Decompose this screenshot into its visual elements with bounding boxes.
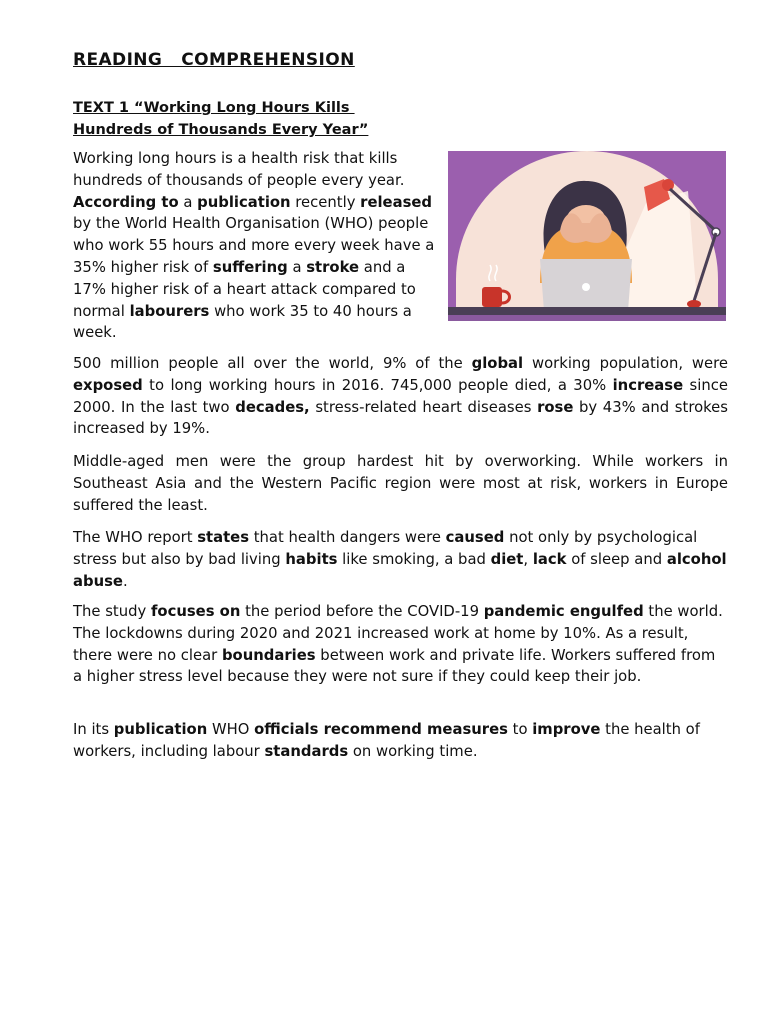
- key-term: publication: [113, 721, 208, 738]
- key-term: focuses on: [150, 603, 241, 620]
- key-term: exposed: [73, 376, 143, 394]
- key-term: global: [471, 355, 524, 372]
- key-term: standards: [264, 742, 349, 760]
- laptop-logo-icon: [582, 283, 590, 291]
- paragraph-5: The study focuses on the period before the COVID-19 pandemic engulfed the world. The lockdowns during 2020 and 2021 increased work at home by 10%. As a result, there were no clear boundaries between work and private life. Workers suffered from a higher stress level because they were not sure if they could keep their job.: [73, 603, 723, 686]
- key-term: lack: [532, 550, 567, 568]
- key-term: habits: [285, 550, 338, 568]
- key-term: pandemic engulfed: [483, 603, 644, 620]
- page-heading: READING COMPREHENSION: [73, 50, 355, 70]
- key-term: rose: [537, 398, 574, 416]
- desk: [448, 307, 726, 315]
- key-term: labourers: [129, 302, 210, 320]
- key-term: stroke: [306, 258, 360, 276]
- key-term: officials recommend measures: [254, 721, 508, 738]
- key-term: boundaries: [221, 646, 316, 664]
- text-title: [73, 97, 368, 141]
- key-term: diet: [490, 550, 524, 568]
- key-term: According to: [73, 193, 179, 211]
- key-term: publication: [197, 193, 291, 211]
- paragraph-6: In its publication WHO officials recommend measures to improve the health of workers, including labour standards on working time.: [73, 721, 700, 760]
- key-term: improve: [532, 721, 601, 738]
- key-term: states: [197, 529, 250, 546]
- key-term: suffering: [212, 258, 288, 276]
- text-title-line-1: TEXT 1 “Working Long Hours Kills: [73, 100, 355, 116]
- paragraph-4: The WHO report states that health dangers were caused not only by psychological stress but also by bad living habits like smoking, a bad diet, lack of sleep and alcohol abuse.: [73, 529, 727, 590]
- key-term: caused: [445, 529, 505, 546]
- key-term: released: [360, 193, 433, 211]
- key-term: increase: [612, 376, 684, 394]
- key-term: decades,: [235, 398, 310, 416]
- paragraph-3: Middle-aged men were the group hardest hit by overworking. While workers in Southeast Asia and the Western Pacific region were most at risk, workers in Europe suffered the least.: [73, 453, 728, 514]
- stressed-worker-illustration: [448, 151, 726, 321]
- paragraph-2: 500 million people all over the world, 9% of the global working population, were exposed to long working hours in 2016. 745,000 people died, a 30% increase since 2000. In the last two decades, stress-related heart diseases rose by 43% and strokes increased by 19%.: [73, 355, 728, 438]
- key-term: alcohol abuse: [73, 550, 727, 590]
- paragraph-1: Working long hours is a health risk that kills hundreds of thousands of people every year. According to a publication recently released by the World Health Organisation (WHO) people who work 55 hours and more every week have a 35% higher risk of suffering a stroke and a 17% higher risk of a heart attack compared to normal labourers who work 35 to 40 hours a week.: [73, 150, 435, 342]
- text-title-line-2: Hundreds of Thousands Every Year”: [73, 122, 369, 138]
